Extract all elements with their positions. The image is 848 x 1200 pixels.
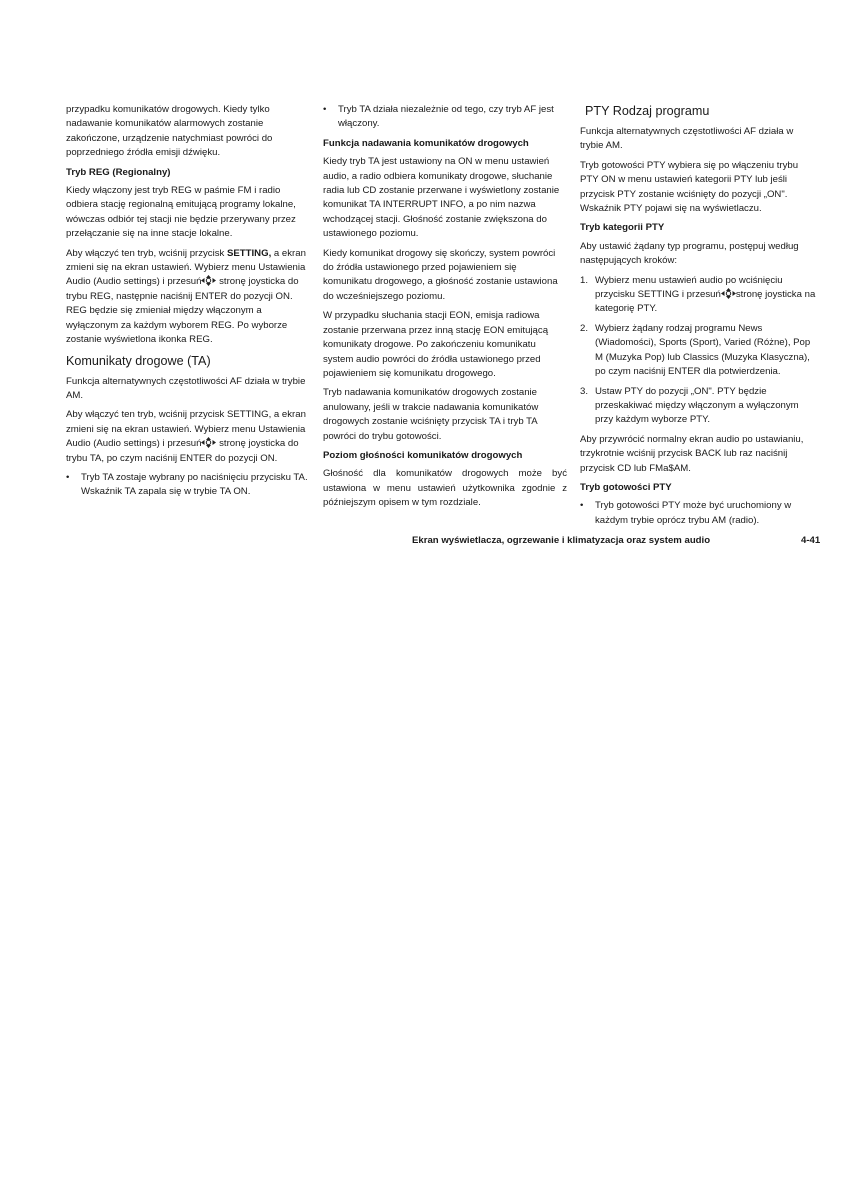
- bullet-marker: •: [580, 500, 584, 512]
- step-item: 3. Ustaw PTY do pozycji „ON". PTY będzie przeskakiwać między włączonym a wyłączonym przy każdym wyborze PTY.: [580, 385, 799, 426]
- list-item: • Tryb gotowości PTY może być uruchomiony w każdym trybie oprócz trybu AM (radio).: [580, 500, 792, 526]
- bullet-list: [323, 103, 567, 132]
- column-left: [66, 103, 310, 505]
- step-number: 2.: [580, 322, 589, 334]
- paragraph: Funkcja alternatywnych częstotliwości AF działa w trybie AM.: [66, 375, 306, 401]
- column-right: [580, 103, 816, 533]
- numbered-steps: [580, 274, 816, 428]
- paragraph: Aby przywrócić normalny ekran audio po ustawianiu, trzykrotnie wciśnij przycisk BACK lub raz naciśnij przycisk CD lub FMa$AM.: [580, 433, 804, 474]
- page-number: 4-41: [801, 535, 821, 546]
- paragraph: Tryb gotowości PTY wybiera się po włączeniu trybu PTY ON w menu ustawień kategorii PTY lub jeśli przycisk PTY zostanie wciśnięty do pozycji „ON". Wskaźnik PTY pojawi się na wyświetlaczu.: [580, 159, 799, 215]
- list-item: • Tryb TA działa niezależnie od tego, czy tryb AF jest włączony.: [323, 104, 554, 130]
- paragraph: Tryb nadawania komunikatów drogowych zostanie anulowany, jeśli w trakcie nadawania komunikatów drogowych zostanie wciśnięty przycisk TA i tryb TA powróci do trybu gotowości.: [323, 387, 539, 442]
- heading-reg-mode: Tryb REG (Regionalny): [66, 166, 171, 178]
- paragraph: Funkcja alternatywnych częstotliwości AF działa w trybie AM.: [580, 126, 794, 152]
- heading-announcement-volume: Poziom głośności komunikatów drogowych: [323, 449, 523, 461]
- step-number: 3.: [580, 385, 589, 397]
- paragraph-ta-instructions: Aby włączyć ten tryb, wciśnij przycisk SETTING, a ekran zmieni się na ekran ustawień. Wybierz menu Ustawienia Audio (Audio settings) i przesuń stronę joysticka do trybu TA, po czym naciśnij ENTER do pozycji ON.: [66, 409, 306, 464]
- joystick-arrows-icon: [201, 437, 216, 448]
- heading-pty-standby-mode: Tryb gotowości PTY: [580, 481, 672, 493]
- heading-traffic-announcements: Komunikaty drogowe (TA): [66, 353, 211, 368]
- paragraph: Kiedy komunikat drogowy się skończy, system powróci do źródła ustawionego przed pojawieniem się komunikatu drogowego, a głośność zostanie ustawiona do wcześniejszego poziomu.: [323, 247, 558, 302]
- footer-section-title: Ekran wyświetlacza, ogrzewanie i klimatyzacja oraz system audio: [412, 535, 711, 546]
- step-number: 1.: [580, 274, 589, 286]
- heading-traffic-broadcast-function: Funkcja nadawania komunikatów drogowych: [323, 137, 529, 149]
- paragraph: W przypadku słuchania stacji EON, emisja radiowa zostanie przerwana przez inną stację EON emitującą komunikaty drogowe. Po zakończeniu komunikatu system audio powróci do źródła ustawionego przed pojawieniem się komunikatu drogowego.: [323, 310, 549, 379]
- bullet-marker: •: [323, 104, 327, 115]
- setting-button-label: SETTING,: [227, 247, 272, 259]
- paragraph: Głośność dla komunikatów drogowych może być ustawiona w menu ustawień użytkownika zgodnie z późniejszym opisem w tym rozdziale.: [323, 468, 567, 509]
- list-item: • Tryb TA zostaje wybrany po naciśnięciu przycisku TA. Wskaźnik TA zapala się w trybie TA ON.: [66, 471, 308, 498]
- paragraph: Kiedy tryb TA jest ustawiony na ON w menu ustawień audio, a radio odbiera komunikaty drogowe, słuchanie radia lub CD zostanie przerwane i wyświetlony zostanie komunikat TA INTERRUPT INFO, a po nim nazwa wchodzącej stacji. Głośność zostanie zwiększona do ustawionego poziomu.: [323, 156, 560, 240]
- bullet-list: [66, 471, 310, 500]
- bullet-list: [580, 499, 816, 528]
- joystick-arrows-icon: [721, 288, 736, 299]
- paragraph: Aby ustawić żądany typ programu, postępuj według następujących kroków:: [580, 240, 799, 267]
- bullet-marker: •: [66, 471, 70, 483]
- paragraph: Kiedy włączony jest tryb REG w paśmie FM i radio odbiera stację regionalną emitującą programy lokalne, wówczas odbiór tej stacji nie będzie przerywany przez przełączanie się na inne stacje lokalne.: [66, 185, 296, 240]
- paragraph: przypadku komunikatów drogowych. Kiedy tylko nadawanie komunikatów alarmowych zostanie zakończone, urządzenie natychmiast powróci do poprzedniego źródła emisji dźwięku.: [66, 104, 273, 159]
- step-item: 1. Wybierz menu ustawień audio po wciśnięciu przycisku SETTING i przesuń stronę joysticka na kategorię PTY.: [580, 274, 816, 315]
- joystick-arrows-icon: [201, 275, 216, 286]
- column-middle: [323, 103, 567, 516]
- heading-pty-program-type: PTY Rodzaj programu: [585, 104, 710, 118]
- step-item: 2. Wybierz żądany rodzaj programu News (Wiadomości), Sports (Sport), Varied (Różne), Pop M (Muzyka Pop) lub Classics (Muzyka Klasyczna), po czym naciśnij ENTER dla potwierdzenia.: [580, 322, 811, 378]
- heading-pty-category-mode: Tryb kategorii PTY: [580, 222, 665, 234]
- paragraph-reg-instructions: Aby włączyć ten tryb, wciśnij przycisk SETTING, a ekran zmieni się na ekran ustawień. Wybierz menu Ustawienia Audio (Audio settings) i przesuń stronę joysticka do trybu REG, następnie naciśnij ENTER do pozycji ON. REG będzie się zmieniał między włączonym a wyłączonym za każdym wyborem REG. Po wyborze zostanie wyświetlona ikonka REG.: [66, 247, 306, 346]
